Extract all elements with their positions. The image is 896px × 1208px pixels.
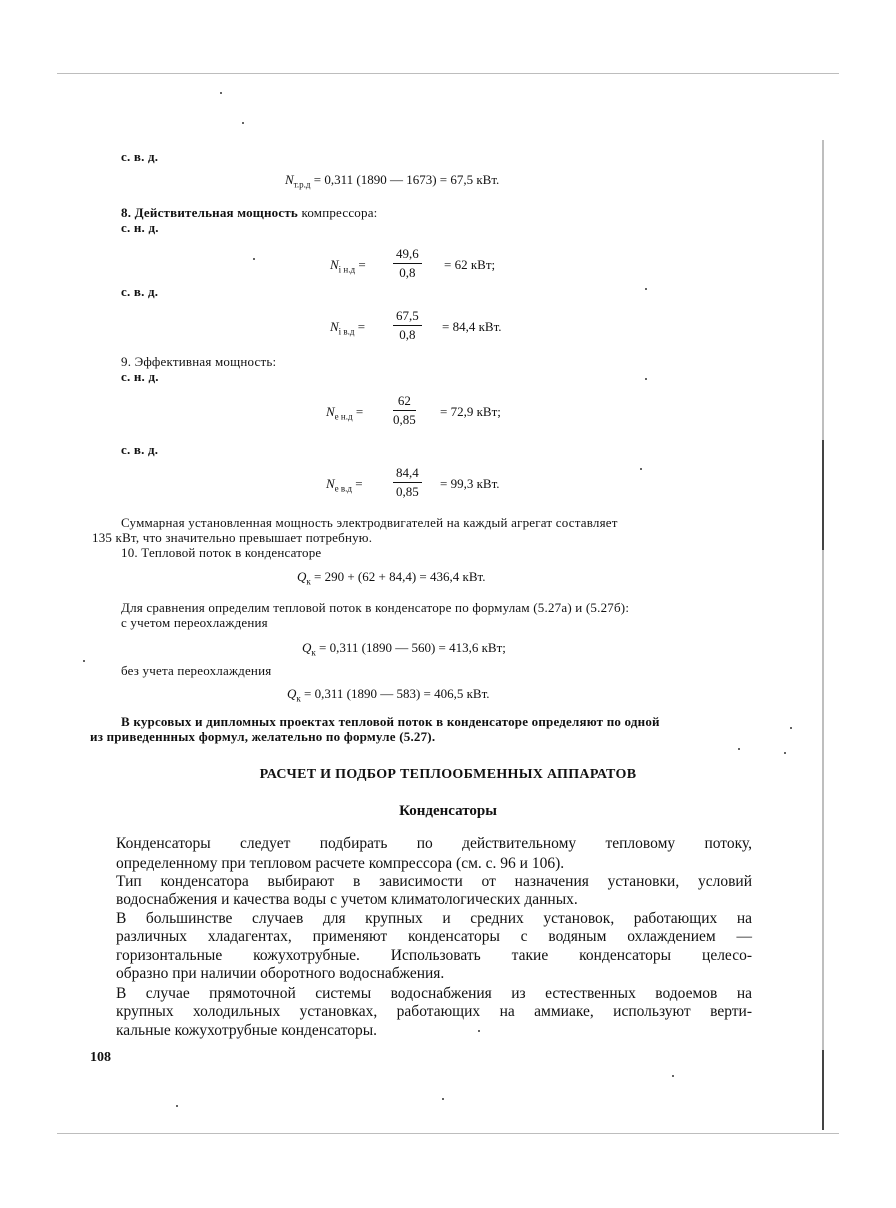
scan-speck xyxy=(253,258,255,260)
eq-rhs: = 0,311 (1890 — 560) = 413,6 кВт; xyxy=(319,640,506,655)
eq-ne-vd-rhs: = 99,3 кВт. xyxy=(440,476,500,491)
scan-speck xyxy=(176,1105,178,1107)
eq-rhs: = 0,311 (1890 — 1673) = 67,5 кВт. xyxy=(313,172,500,187)
eq-ne-nd-lhs xyxy=(326,404,363,422)
para2-line-1: Тип конденсатора выбирают в зависимости от назначения установки, условий xyxy=(116,873,752,890)
eq-lhs: N xyxy=(330,257,339,272)
eq-sub: к xyxy=(306,576,311,587)
scan-speck xyxy=(83,660,85,662)
page-edge-shadow xyxy=(822,140,824,1130)
eq-lhs: N xyxy=(326,476,335,491)
compare-line-1: Для сравнения определим тепловой поток в конденсаторе по формулам (5.27а) и (5.27б): xyxy=(121,600,630,615)
item-10-heading: 10. Тепловой поток в конденсаторе xyxy=(121,545,322,560)
top-rule xyxy=(57,73,839,74)
scan-speck xyxy=(672,1075,674,1077)
subsection-title: Конденсаторы xyxy=(399,803,497,819)
equation-qk-3 xyxy=(287,686,490,704)
eq-sub: i в.д xyxy=(338,326,355,337)
fraction xyxy=(393,246,422,281)
item-8-tail: компрессора: xyxy=(301,205,378,220)
bottom-rule xyxy=(57,1133,839,1134)
summary-line-2: 135 кВт, что значительно превышает потребную. xyxy=(92,530,373,545)
eq-lhs: N xyxy=(326,404,335,419)
fraction xyxy=(393,308,422,343)
fraction-denominator: 0,85 xyxy=(396,484,419,499)
eq-ni-nd-rhs: = 62 кВт; xyxy=(444,257,496,272)
para1-line-2: определенному при тепловом расчете компрессора (см. с. 96 и 106). xyxy=(116,855,565,872)
fraction-numerator: 49,6 xyxy=(393,246,422,264)
para1-line-1: Конденсаторы следует подбирать по действительному тепловому потоку, xyxy=(116,835,752,852)
scan-speck xyxy=(790,727,792,729)
summary-line-1: Суммарная установленная мощность электродвигателей на каждый агрегат составляет xyxy=(121,515,618,530)
eq-sub: i н.д xyxy=(338,264,356,275)
page-edge-dark-1 xyxy=(822,440,824,550)
fraction-numerator: 62 xyxy=(393,393,416,411)
eq-rhs: = 0,311 (1890 — 583) = 406,5 кВт. xyxy=(304,686,490,701)
eq-ni-vd-rhs: = 84,4 кВт. xyxy=(442,319,502,334)
para3-line-1: В большинстве случаев для крупных и средних установок, работающих на xyxy=(116,910,752,927)
fraction-numerator: 67,5 xyxy=(393,308,422,326)
coursework-line-1: В курсовых и дипломных проектах тепловой поток в конденсаторе определяют по одной xyxy=(121,714,660,729)
para4-line-2: крупных холодильных установках, работающих на аммиаке, используют верти- xyxy=(116,1003,752,1020)
eq-sub: к xyxy=(296,693,301,704)
scan-speck xyxy=(242,122,244,124)
eq-sub: e н.д xyxy=(334,411,353,422)
eq-ne-vd-lhs xyxy=(326,476,363,494)
fraction-denominator: 0,8 xyxy=(399,265,416,280)
compare-line-2: с учетом переохлаждения xyxy=(121,615,268,630)
fraction-denominator: 0,85 xyxy=(393,412,416,427)
para3-line-3: горизонтальные кожухотрубные. Использовать такие конденсаторы целесо- xyxy=(116,947,752,964)
eq-sub: к xyxy=(311,647,316,658)
eq-sign: = xyxy=(355,404,364,419)
item-9-heading: 9. Эффективная мощность: xyxy=(121,354,277,369)
equation-qk-2 xyxy=(302,640,506,658)
coursework-line-2: из приведеннных формул, желательно по формуле (5.27). xyxy=(90,729,436,744)
eq-rhs: = 290 + (62 + 84,4) = 436,4 кВт. xyxy=(314,569,486,584)
section-title: РАСЧЕТ И ПОДБОР ТЕПЛООБМЕННЫХ АППАРАТОВ xyxy=(259,767,637,782)
eq-ni-nd-lhs xyxy=(330,257,366,275)
para3-line-4: образно при наличии оборотного водоснабжения. xyxy=(116,965,445,982)
eq-sub: e в.д xyxy=(334,483,352,494)
eq-sub: т.р.д xyxy=(293,179,311,190)
para3-line-2: различных хладагентах, применяют конденсаторы с водяным охлаждением — xyxy=(116,928,752,945)
eq-sign: = xyxy=(355,476,363,491)
page-number: 108 xyxy=(90,1050,111,1065)
label-s-n-d: с. н. д. xyxy=(121,369,159,384)
scan-speck xyxy=(645,378,647,380)
item-8-title: 8. Действительная мощность xyxy=(121,205,299,220)
para2-line-2: водоснабжения и качества воды с учетом климатологических данных. xyxy=(116,891,578,908)
label-s-n-d: с. н. д. xyxy=(121,220,159,235)
eq-lhs: Q xyxy=(297,569,307,584)
item-8-heading xyxy=(121,205,377,221)
equation-qk-1 xyxy=(297,569,485,587)
label-s-v-d: с. в. д. xyxy=(121,149,159,164)
fraction-numerator: 84,4 xyxy=(393,465,422,483)
eq-ne-nd-rhs: = 72,9 кВт; xyxy=(440,404,501,419)
scan-speck xyxy=(784,752,786,754)
eq-lhs: N xyxy=(330,319,339,334)
label-s-v-d: с. в. д. xyxy=(121,284,159,299)
eq-lhs: Q xyxy=(287,686,297,701)
label-s-v-d: с. в. д. xyxy=(121,442,159,457)
fraction-denominator: 0,8 xyxy=(399,327,416,342)
fraction xyxy=(393,393,416,428)
scan-speck xyxy=(738,748,740,750)
para4-line-3: кальные кожухотрубные конденсаторы. xyxy=(116,1022,378,1039)
eq-sign: = xyxy=(358,257,366,272)
eq-sign: = xyxy=(357,319,366,334)
scan-speck xyxy=(478,1030,480,1032)
eq-ni-vd-lhs xyxy=(330,319,365,337)
page-edge-dark-2 xyxy=(822,1050,824,1130)
scan-speck xyxy=(645,288,647,290)
without-subcooling-label: без учета переохлаждения xyxy=(121,663,272,678)
fraction xyxy=(393,465,422,500)
eq-lhs: Q xyxy=(302,640,312,655)
para4-line-1: В случае прямоточной системы водоснабжения из естественных водоемов на xyxy=(116,985,752,1002)
scan-speck xyxy=(442,1098,444,1100)
eq-lhs: N xyxy=(285,172,294,187)
scan-speck xyxy=(640,468,642,470)
scan-speck xyxy=(220,92,222,94)
equation-n-tr-d xyxy=(285,172,499,190)
